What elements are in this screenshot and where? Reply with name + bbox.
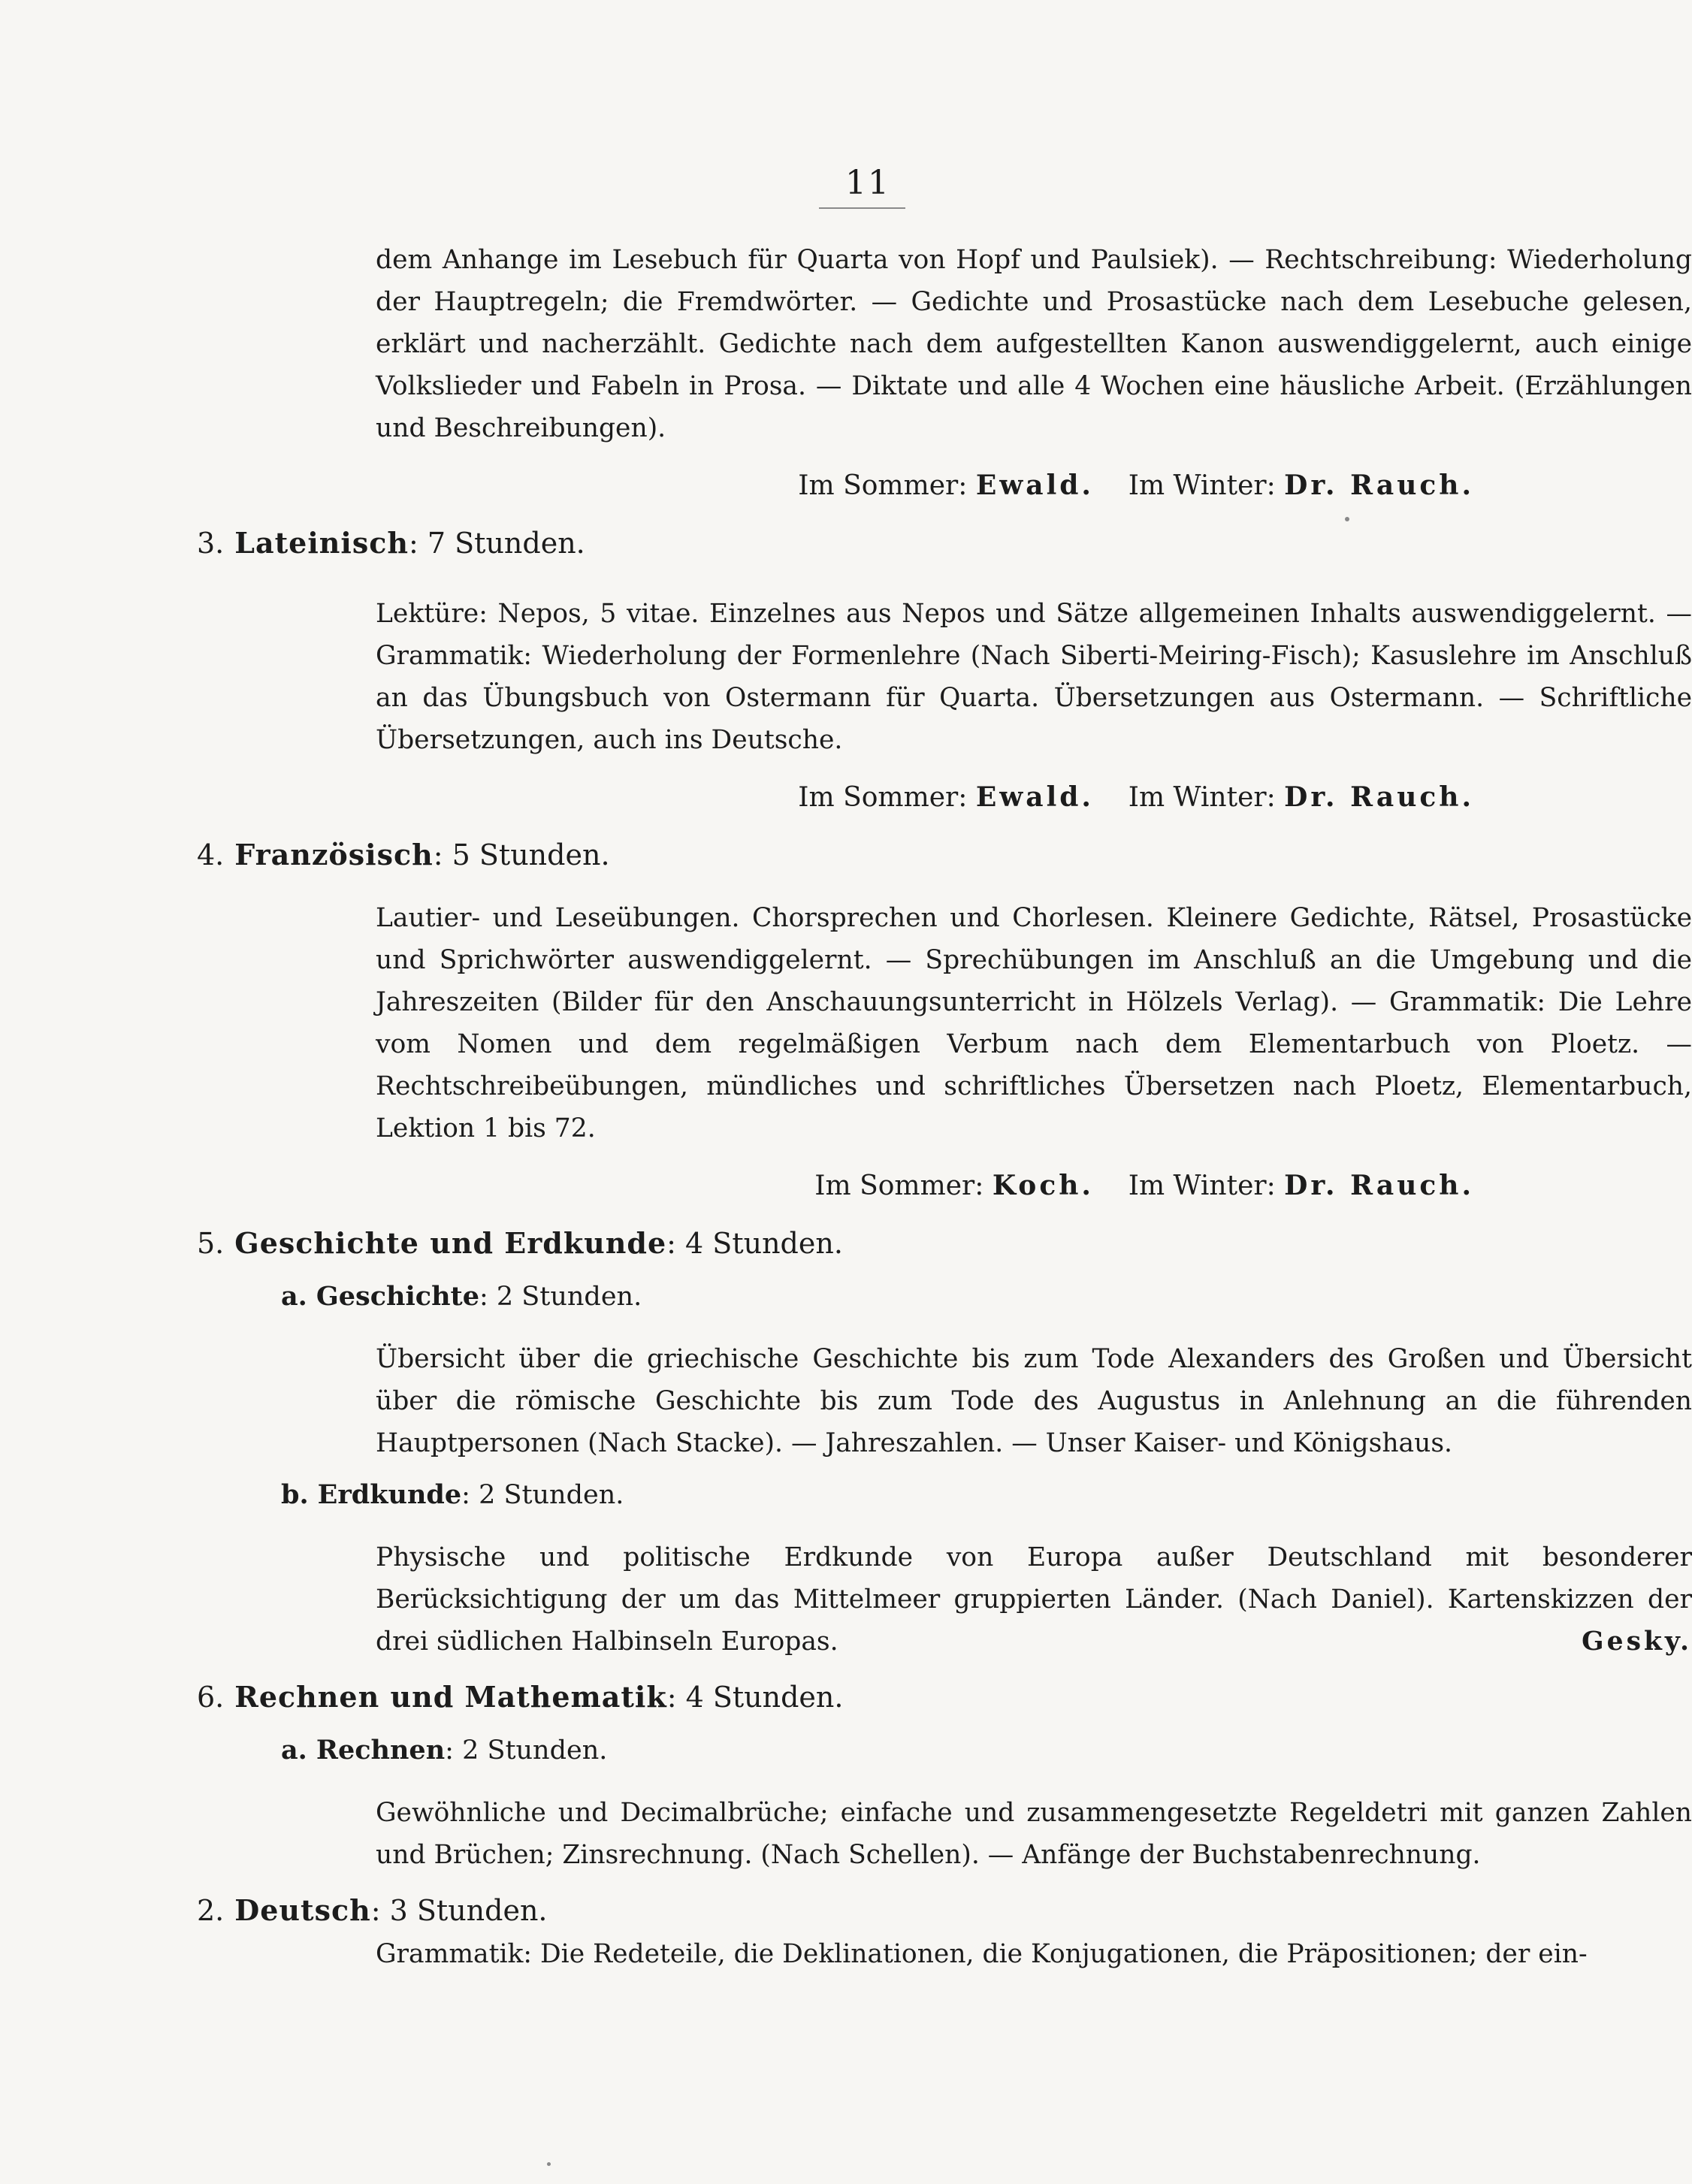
section-title: Deutsch <box>234 1893 371 1927</box>
intro-teachers <box>197 463 1474 509</box>
subsection-hours: : 2 Stunden. <box>479 1282 642 1312</box>
page-number-rule <box>819 207 905 209</box>
section-number: 6. <box>197 1681 225 1714</box>
subsection-text-arithmetic: Gewöhnliche und Decimalbrüche; einfache und zusammengesetzte Regeldetri mit ganzen Zahlen und Brüchen; Zinsrechnung. (Nach Schellen). — Anfänge der Buchstabenrechnung. <box>376 1798 1692 1870</box>
winter-teacher: Dr. Rauch. <box>1284 1170 1474 1201</box>
section-hours: : 3 Stunden. <box>370 1894 548 1927</box>
section-teachers-latin <box>197 775 1474 820</box>
summer-label: Im Sommer: <box>814 1171 984 1201</box>
subsection-heading-geography <box>281 1473 1510 1517</box>
subsection-hours: : 2 Stunden. <box>461 1480 624 1510</box>
subsection-title: Erdkunde <box>317 1479 462 1510</box>
geography-teacher-name: Gesky. <box>1582 1627 1692 1657</box>
winter-teacher: Dr. Rauch. <box>1284 470 1474 501</box>
summer-teacher: Ewald. <box>975 470 1094 501</box>
scan-speck <box>547 2162 551 2166</box>
intro-paragraph: dem Anhange im Lesebuch für Quarta von Hopf und Paulsiek). — Rechtschreibung: Wiederholung der Hauptregeln; die Fremdwörter. — Gedichte und Prosastücke nach dem Lesebuche gelesen, erklärt und nacherzählt. Gedichte nach dem aufgestellten Kanon auswendiggelernt, auch einige Volkslieder und Fabeln in Prosa. — Diktate und alle 4 Wochen eine häusliche Arbeit. (Erzählungen und Beschreibungen). <box>376 245 1692 443</box>
subsection-heading-arithmetic <box>281 1729 1510 1772</box>
winter-teacher: Dr. Rauch. <box>1284 781 1474 813</box>
subsection-text-history: Übersicht über die griechische Geschichte bis zum Tode Alexanders des Großen und Übersicht über die römische Geschichte bis zum Tode des Augustus in Anlehnung an die führenden Hauptpersonen (Nach Stacke). — Jahreszahlen. — Unser Kaiser- und Königshaus. <box>376 1344 1692 1458</box>
section-number: 4. <box>197 838 225 871</box>
subsection-letter: a. <box>281 1281 307 1312</box>
subsection-letter: b. <box>281 1479 309 1510</box>
section-title: Rechnen und Mathematik <box>234 1680 667 1714</box>
subsection-title: Geschichte <box>316 1281 479 1312</box>
section-text-latin: Lektüre: Nepos, 5 vitae. Einzelnes aus Nepos und Sätze allgemeinen Inhalts auswendiggelernt. — Grammatik: Wiederholung der Formenlehre (Nach Siberti-Meiring-Fisch); Kasuslehre im Anschluß an das Übungsbuch von Ostermann für Quarta. Übersetzungen aus Ostermann. — Schriftliche Übersetzungen, auch ins Deutsche. <box>376 599 1692 755</box>
section-heading-latin <box>197 521 1510 566</box>
section-number: 5. <box>197 1227 225 1260</box>
subsection-heading-history <box>281 1275 1510 1319</box>
section-heading-mathematics <box>197 1675 1510 1720</box>
subsection-letter: a. <box>281 1735 307 1766</box>
section-hours: : 4 Stunden. <box>666 1227 843 1260</box>
section-heading-french <box>197 832 1510 878</box>
summer-label: Im Sommer: <box>798 470 968 501</box>
section-number: 3. <box>197 527 225 560</box>
section-teachers-french <box>197 1163 1474 1209</box>
summer-label: Im Sommer: <box>798 782 968 813</box>
subsection-title: Rechnen <box>316 1735 446 1766</box>
section-title: Lateinisch <box>234 526 409 560</box>
page-content <box>197 239 1692 1975</box>
subsection-text-geography <box>376 1536 1692 1663</box>
summer-teacher: Koch. <box>992 1170 1094 1201</box>
section-hours: : 4 Stunden. <box>666 1681 844 1714</box>
section-text-french: Lautier- und Leseübungen. Chorsprechen und Chorlesen. Kleinere Gedichte, Rätsel, Prosastücke und Sprichwörter auswendiggelernt. — Sprechübungen im Anschluß an die Umgebung und die Jahreszeiten (Bilder für den Anschauungsunterricht in Hölzels Verlag). — Grammatik: Die Lehre vom Nomen und dem regelmäßigen Verbum nach dem Elementarbuch von Ploetz. — Rechtschreibeübungen, mündliches und schriftliches Übersetzen nach Ploetz, Elementarbuch, Lektion 1 bis 72. <box>376 903 1692 1143</box>
section-heading-history-geography <box>197 1221 1510 1266</box>
section-heading-german <box>197 1888 1510 1933</box>
scan-speck <box>1345 517 1349 521</box>
geography-text: Physische und politische Erdkunde von Europa außer Deutschland mit besonderer Berücksichtigung der um das Mittelmeer gruppierten Länder. (Nach Daniel). Kartenskizzen der drei südlichen Halbinseln Europas. <box>376 1542 1692 1657</box>
section-hours: : 7 Stunden. <box>409 527 585 560</box>
summer-teacher: Ewald. <box>975 781 1094 813</box>
section-title: Geschichte und Erdkunde <box>234 1226 667 1260</box>
section-number: 2. <box>197 1894 225 1927</box>
geography-teacher <box>1582 1621 1692 1663</box>
section-hours: : 5 Stunden. <box>433 838 610 871</box>
page-number: 11 <box>845 164 890 202</box>
winter-label: Im Winter: <box>1128 470 1276 501</box>
subsection-hours: : 2 Stunden. <box>445 1735 608 1766</box>
winter-label: Im Winter: <box>1128 1171 1276 1201</box>
section-title: Französisch <box>234 838 434 871</box>
section-text-german: Grammatik: Die Redeteile, die Deklinationen, die Konjugationen, die Präpositionen; der ein- <box>376 1939 1588 1969</box>
winter-label: Im Winter: <box>1128 782 1276 813</box>
